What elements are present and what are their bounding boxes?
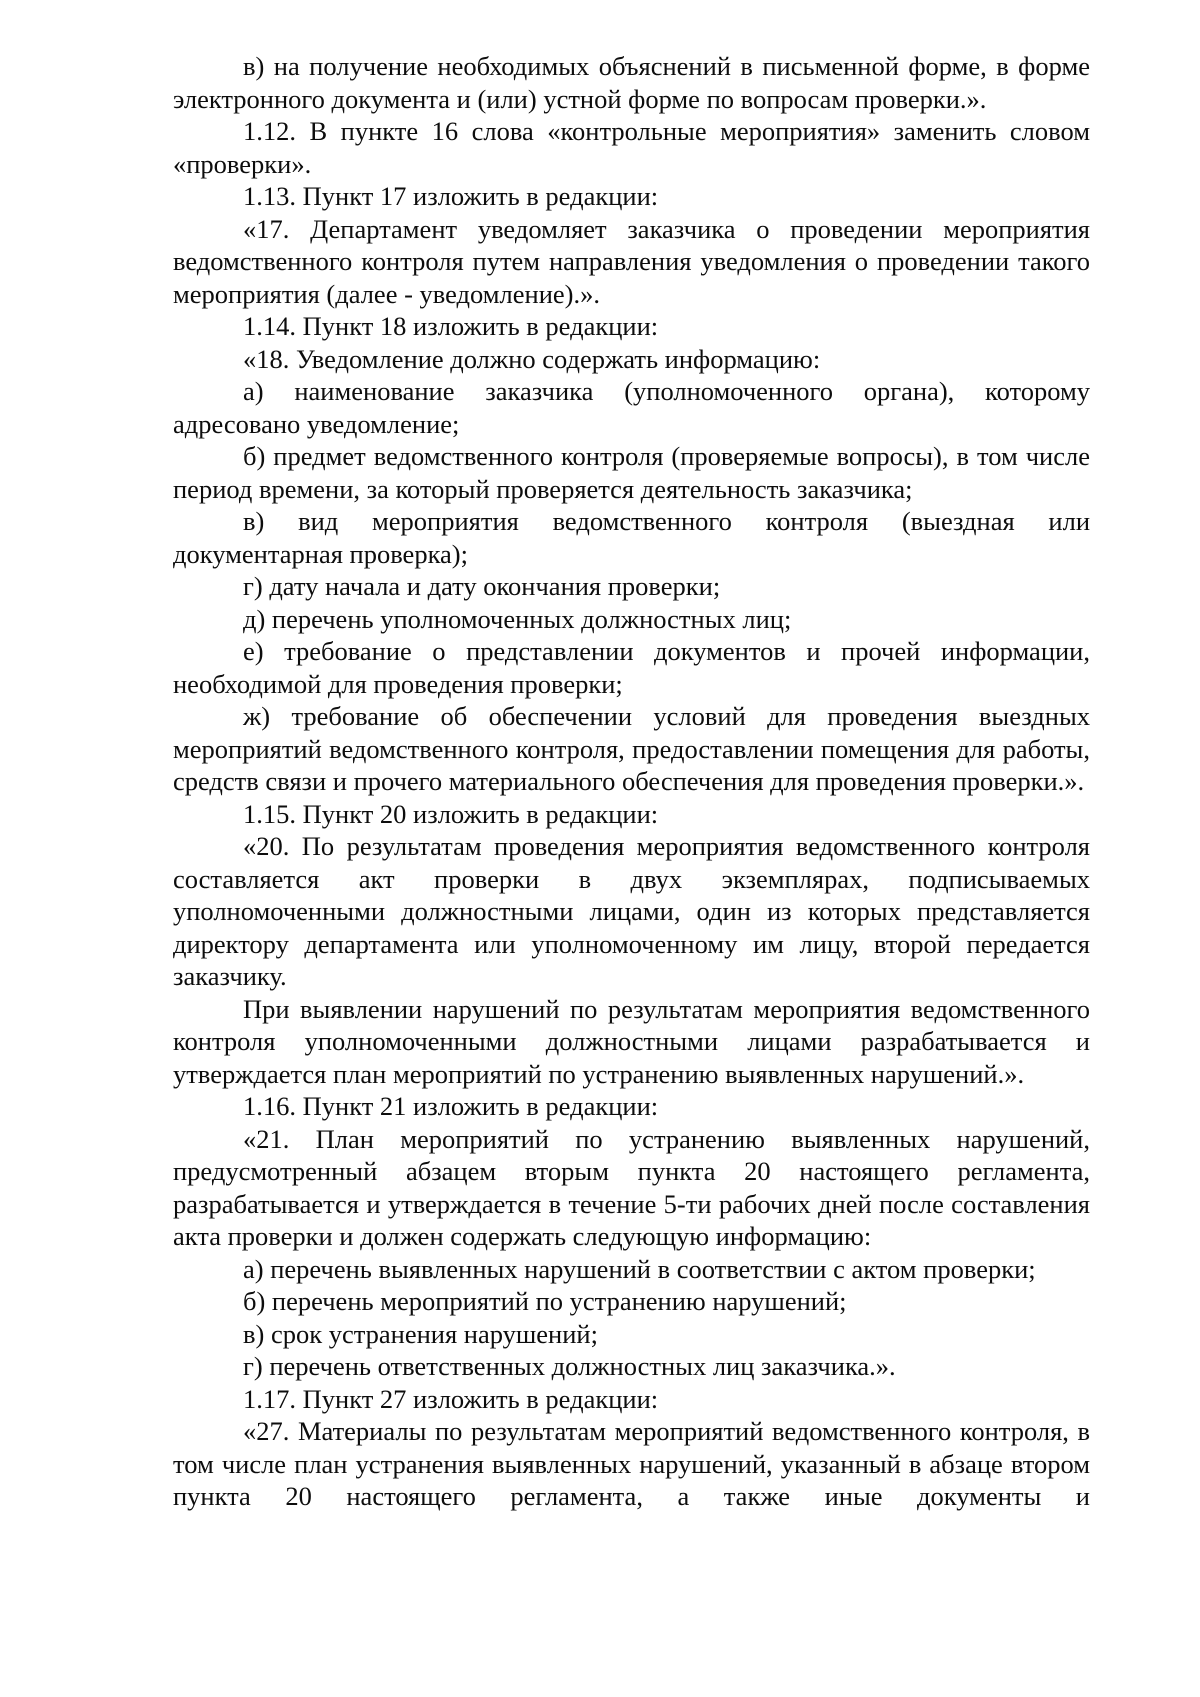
- paragraph: а) перечень выявленных нарушений в соответствии с актом проверки;: [243, 1253, 1036, 1284]
- paragraph: «17. Департамент уведомляет заказчика о проведении мероприятия ведомственного контроля путем направления уведомления о проведении такого мероприятия (далее - уведомление).».: [173, 213, 1090, 309]
- paragraph: ж) требование об обеспечении условий для проведения выездных мероприятий ведомственного контроля, предоставлении помещения для работы, средств связи и прочего материального обеспечения для проведения проверки.».: [173, 701, 1090, 796]
- paragraph: 1.13. Пункт 17 изложить в редакции:: [243, 181, 659, 211]
- paragraph: в) на получение необходимых объяснений в письменной форме, в форме электронного документа и (или) устной форме по вопросам проверки.».: [173, 51, 1090, 114]
- paragraph: «18. Уведомление должно содержать информацию:: [243, 343, 821, 374]
- paragraph: При выявлении нарушений по результатам мероприятия ведомственного контроля уполномоченными должностными лицами разрабатывается и утверждается план мероприятий по устранению выявленных нарушений.».: [173, 993, 1090, 1089]
- paragraph: 1.12. В пункте 16 слова «контрольные мероприятия» заменить словом «проверки».: [173, 116, 1090, 179]
- paragraph: е) требование о представлении документов и прочей информации, необходимой для проведения проверки;: [173, 636, 1090, 699]
- paragraph: в) срок устранения нарушений;: [243, 1318, 598, 1349]
- paragraph: г) дату начала и дату окончания проверки;: [243, 571, 721, 601]
- paragraph: в) вид мероприятия ведомственного контроля (выездная или документарная проверка);: [173, 506, 1090, 569]
- paragraph: б) перечень мероприятий по устранению нарушений;: [243, 1286, 847, 1316]
- paragraph: «27. Материалы по результатам мероприятий ведомственного контроля, в том числе план устранения выявленных нарушений, указанный в абзаце втором пункта 20 настоящего регламента, а также иные документы и: [173, 1416, 1090, 1511]
- paragraph: «21. План мероприятий по устранению выявленных нарушений, предусмотренный абзацем вторым пункта 20 настоящего регламента, разрабатывается и утверждается в течение 5-ти рабочих дней после составления акта проверки и должен содержать следующую информацию:: [173, 1123, 1090, 1251]
- paragraph: «20. По результатам проведения мероприятия ведомственного контроля составляется акт проверки в двух экземплярах, подписываемых уполномоченными должностными лицами, один из которых представляется директору департамента или уполномоченному им лицу, второй передается заказчику.: [173, 831, 1090, 991]
- paragraph: б) предмет ведомственного контроля (проверяемые вопросы), в том числе период времени, за который проверяется деятельность заказчика;: [173, 441, 1090, 504]
- paragraph: д) перечень уполномоченных должностных лиц;: [243, 603, 792, 634]
- paragraph: а) наименование заказчика (уполномоченного органа), которому адресовано уведомление;: [173, 376, 1090, 439]
- paragraph: г) перечень ответственных должностных лиц заказчика.».: [243, 1351, 896, 1381]
- paragraph: 1.17. Пункт 27 изложить в редакции:: [243, 1383, 659, 1414]
- paragraph: 1.15. Пункт 20 изложить в редакции:: [243, 798, 659, 829]
- paragraph: 1.16. Пункт 21 изложить в редакции:: [243, 1091, 659, 1121]
- paragraph: 1.14. Пункт 18 изложить в редакции:: [243, 311, 659, 341]
